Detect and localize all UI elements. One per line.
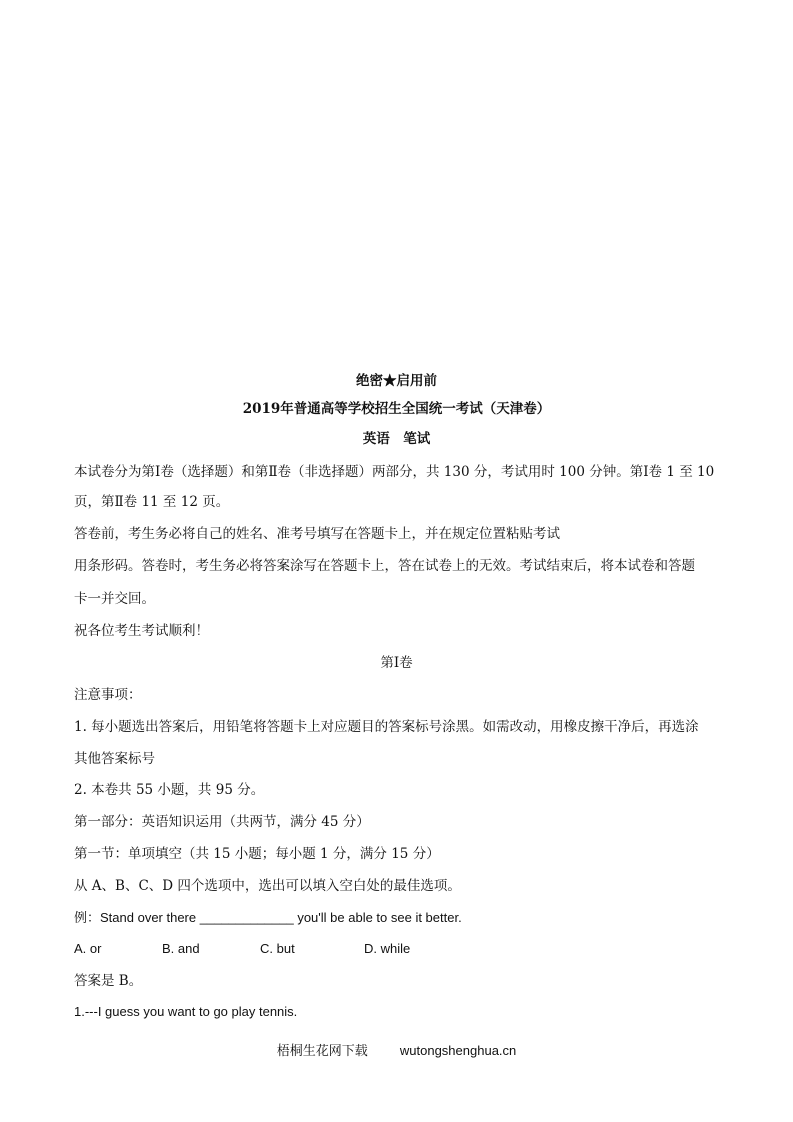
example-option-c: C. but — [260, 941, 295, 956]
note-2: 2. 本卷共 55 小题，共 95 分。 — [74, 782, 265, 798]
page-footer — [0, 1040, 793, 1059]
intro-paragraph-2-line-3: 卡一并交回。 — [74, 591, 155, 607]
example-answer: 答案是 B。 — [74, 973, 143, 989]
section-heading: 第Ⅰ卷 — [380, 655, 413, 671]
subject-title: 英语 笔试 — [362, 431, 431, 447]
notes-label: 注意事项： — [74, 687, 142, 703]
question-1: 1.---I guess you want to go play tennis. — [74, 1004, 298, 1019]
example-option-a: A. or — [74, 941, 102, 956]
part-1-section-1-heading: 第一节：单项填空（共 15 小题；每小题 1 分，满分 15 分） — [74, 846, 440, 862]
example-option-b: B. and — [162, 941, 200, 956]
classification-label: 绝密★启用前 — [356, 373, 437, 389]
footer-url: wutongshenghua.cn — [399, 1043, 517, 1058]
intro-paragraph-1-line-2: 页，第Ⅱ卷 11 至 12 页。 — [74, 494, 230, 510]
example-option-d: D. while — [364, 941, 411, 956]
good-luck-text: 祝各位考生考试顺利！ — [74, 623, 209, 639]
intro-paragraph-1-line-1: 本试卷分为第Ⅰ卷（选择题）和第Ⅱ卷（非选择题）两部分，共 130 分，考试用时 100 分钟。第Ⅰ卷 1 至 10 — [74, 464, 715, 480]
intro-paragraph-2-line-1: 答卷前，考生务必将自己的姓名、准考号填写在答题卡上，并在规定位置粘贴考试 — [74, 526, 560, 542]
footer-source: 梧桐生花网下载 — [276, 1044, 368, 1059]
note-1-line-2: 其他答案标号 — [74, 751, 155, 767]
example-question: 例：Stand over there _____________ you'll be able to see it better. — [74, 910, 462, 925]
instruction-text: 从 A、B、C、D 四个选项中，选出可以填入空白处的最佳选项。 — [74, 878, 461, 894]
intro-paragraph-2-line-2: 用条形码。答卷时，考生务必将答案涂写在答题卡上，答在试卷上的无效。考试结束后，将本试卷和答题 — [74, 558, 695, 574]
part-1-heading: 第一部分：英语知识运用（共两节，满分 45 分） — [74, 814, 370, 830]
exam-title: 2019年普通高等学校招生全国统一考试（天津卷） — [242, 401, 551, 417]
note-1-line-1: 1. 每小题选出答案后，用铅笔将答题卡上对应题目的答案标号涂黑。如需改动，用橡皮擦干净后，再选涂 — [74, 719, 699, 735]
